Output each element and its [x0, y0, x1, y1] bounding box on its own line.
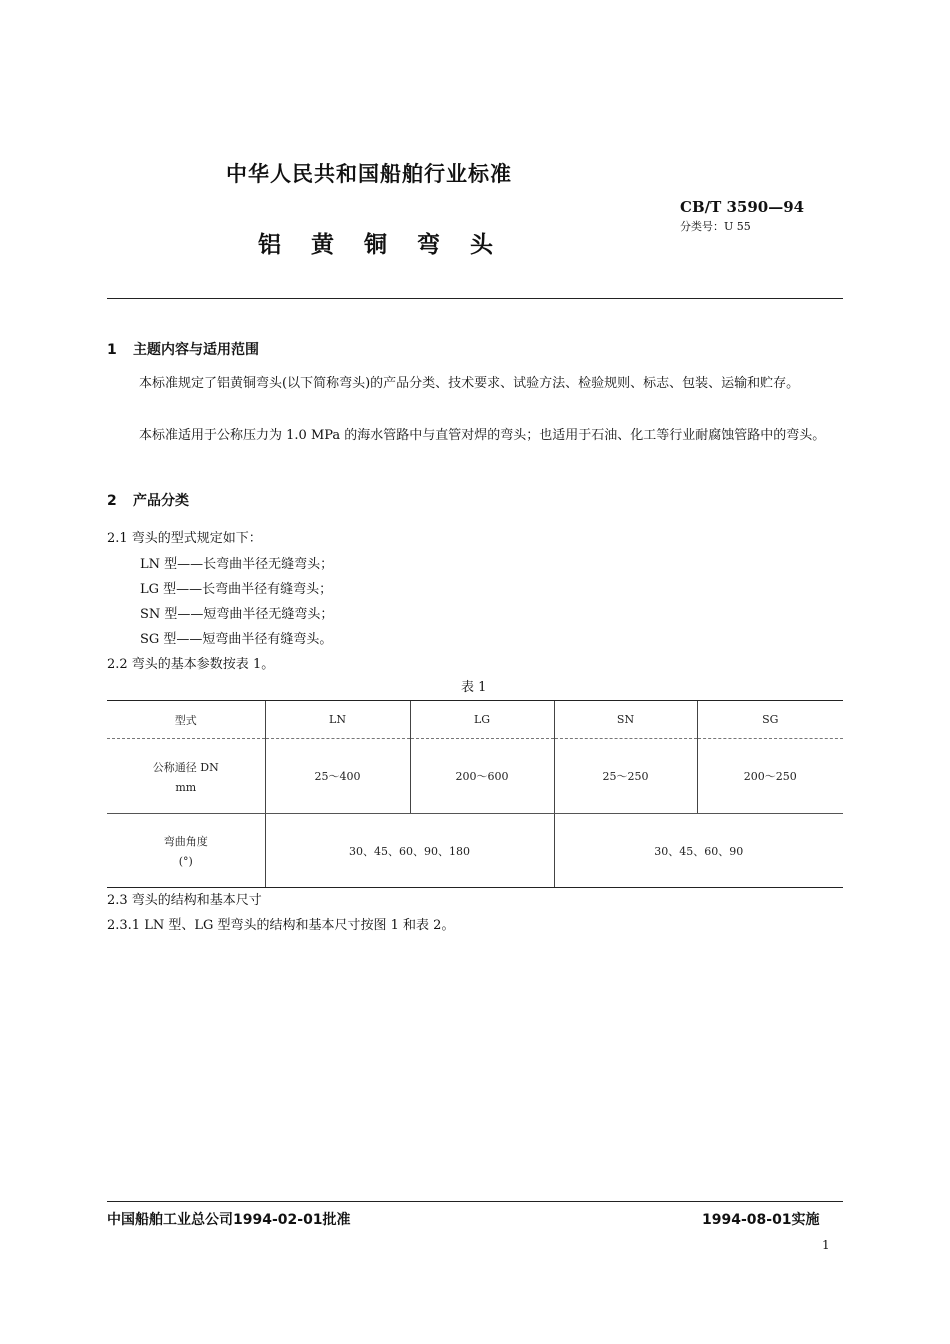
section-1-paragraph-1-text: 本标准规定了铝黄铜弯头(以下简称弯头)的产品分类、技术要求、试验方法、检验规则、标志、包装、运输和贮存。 — [139, 376, 800, 391]
table-header-cell: 型式 — [107, 701, 265, 739]
table-header-cell: SN — [554, 701, 697, 739]
table-header-row — [107, 701, 843, 739]
clause-2-3: 2.3 弯头的结构和基本尺寸 — [107, 893, 262, 908]
row-label-unit: mm — [175, 780, 197, 794]
header-rule — [107, 298, 843, 299]
type-item-lg: LG 型——长弯曲半径有缝弯头； — [140, 582, 333, 597]
footer-rule — [107, 1201, 843, 1202]
approval-note: 中国船舶工业总公司1994-02-01批准 — [107, 1212, 351, 1228]
table-row-nominal-diameter — [107, 739, 843, 814]
classification-code: 分类号：U 55 — [680, 220, 751, 233]
industry-standard-heading: 中华人民共和国船舶行业标准 — [226, 162, 512, 186]
document-title: 铝黄铜弯头 — [258, 232, 523, 258]
section-2-title: 产品分类 — [133, 493, 189, 509]
row-label-nominal-diameter — [107, 739, 265, 814]
table-cell: 200～600 — [410, 739, 554, 814]
section-1-heading — [107, 339, 259, 359]
table-header-cell: SG — [697, 701, 843, 739]
table-cell: 200～250 — [697, 739, 843, 814]
table-cell: 30、45、60、90、180 — [265, 814, 554, 888]
table-cell: 25～400 — [265, 739, 410, 814]
table-header-cell: LG — [410, 701, 554, 739]
implementation-date: 1994-08-01实施 — [702, 1212, 820, 1228]
clause-2-3-1: 2.3.1 LN 型、LG 型弯头的结构和基本尺寸按图 1 和表 2。 — [107, 918, 455, 933]
table-cell: 30、45、60、90 — [554, 814, 843, 888]
type-item-sg: SG 型——短弯曲半径有缝弯头。 — [140, 632, 333, 647]
type-item-sn: SN 型——短弯曲半径无缝弯头； — [140, 607, 334, 622]
page-number: 1 — [822, 1238, 830, 1252]
row-label-unit: (°) — [178, 855, 193, 868]
clause-2-2: 2.2 弯头的基本参数按表 1。 — [107, 657, 275, 672]
section-1-paragraph-2 — [107, 423, 843, 449]
table-1 — [107, 700, 843, 888]
section-2-number: 2 — [107, 493, 117, 509]
row-label-bend-angle — [107, 814, 265, 888]
table-cell: 25～250 — [554, 739, 697, 814]
type-item-ln: LN 型——长弯曲半径无缝弯头； — [140, 557, 334, 572]
section-1-paragraph-1 — [107, 371, 843, 397]
section-2-heading — [107, 490, 189, 510]
row-label-line: 弯曲角度 — [163, 835, 208, 848]
section-1-title: 主题内容与适用范围 — [133, 342, 259, 358]
section-1-number: 1 — [107, 342, 117, 358]
section-1-paragraph-2-text: 本标准适用于公称压力为 1.0 MPa 的海水管路中与直管对焊的弯头；也适用于石油、化工等行业耐腐蚀管路中的弯头。 — [139, 428, 826, 443]
standard-number: CB/T 3590—94 — [680, 198, 805, 216]
row-label-line: 公称通径 DN — [152, 760, 219, 774]
clause-2-1: 2.1 弯头的型式规定如下： — [107, 531, 262, 546]
table-1-caption: 表 1 — [461, 680, 487, 695]
table-row-bend-angle — [107, 814, 843, 888]
table-header-cell: LN — [265, 701, 410, 739]
